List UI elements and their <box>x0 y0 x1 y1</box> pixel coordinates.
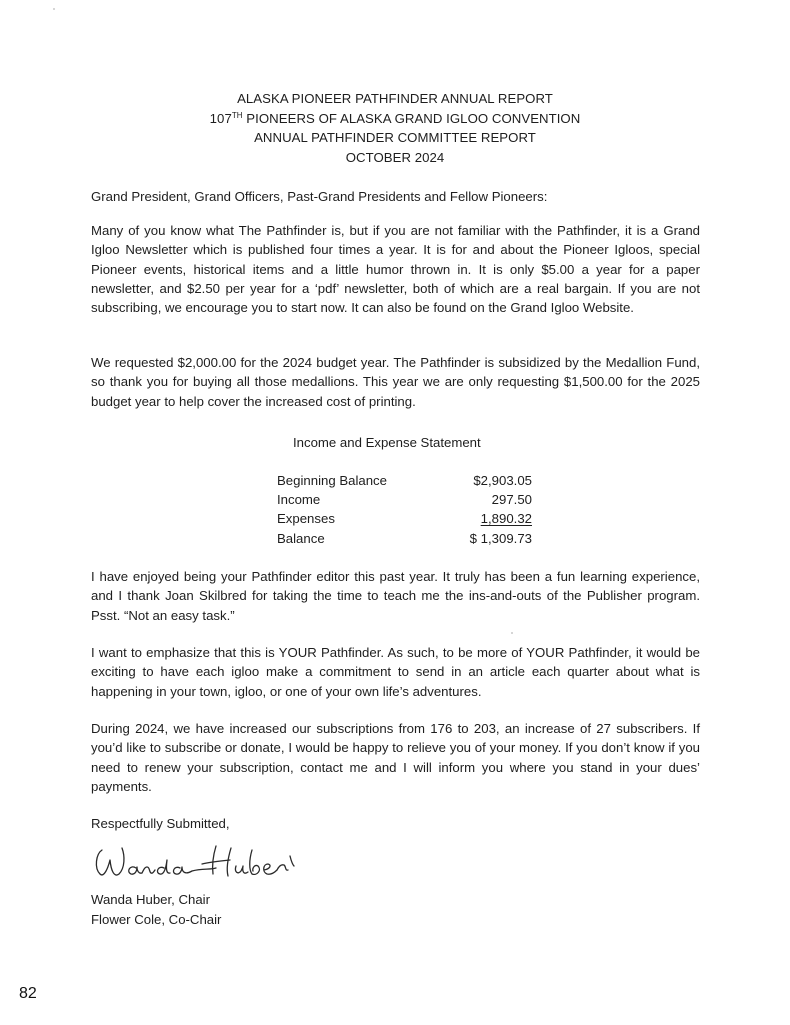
signers <box>91 890 221 929</box>
chair-name: Wanda Huber, Chair <box>91 892 210 907</box>
statement-label: Beginning Balance <box>277 473 387 488</box>
statement-row <box>277 471 532 490</box>
statement-label: Income <box>277 492 321 508</box>
salutation: Grand President, Grand Officers, Past-Grand Presidents and Fellow Pioneers: <box>91 189 548 204</box>
paragraph-budget: We requested $2,000.00 for the 2024 budget year. The Pathfinder is subsidized by the Medallion Fund, so thank you for buying all those medallions. This year we are only requesting $1,500.00 for the 2025 budget year to help cover the increased cost of printing. <box>91 355 700 409</box>
handwritten-signature <box>92 838 317 886</box>
income-expense-statement <box>277 471 532 548</box>
report-header <box>0 89 790 167</box>
header-line-3: ANNUAL PATHFINDER COMMITTEE REPORT <box>254 130 536 145</box>
paragraph-about: Many of you know what The Pathfinder is, but if you are not familiar with the Pathfinder, it is a Grand Igloo Newsletter which is published four times a year. It is for and about the Pioneer Igloos, special Pioneer events, historical items and a little humor thrown in. It is only $5.00 a year for a paper newsletter, and $2.50 per year for a ‘pdf’ newsletter, both of which are a real bargain. If you are not subscribing, we encourage you to start now. It can also be found on the Grand Igloo Website. <box>91 223 700 316</box>
header-line-1: ALASKA PIONEER PATHFINDER ANNUAL REPORT <box>237 91 553 106</box>
statement-label: Balance <box>277 530 325 546</box>
closing: Respectfully Submitted, <box>91 816 230 831</box>
statement-amount: $ 1,309.73 <box>469 530 532 546</box>
statement-title: Income and Expense Statement <box>293 435 481 450</box>
scan-speck <box>511 632 513 634</box>
statement-row <box>277 490 532 509</box>
paragraph-subscriptions: During 2024, we have increased our subscriptions from 176 to 203, an increase of 27 subscribers. If you’d like to subscribe or donate, I would be happy to relieve you of your money. If you don’t know if you need to renew your subscription, contact me and I will inform you where you stand in your dues’ payments. <box>91 721 700 794</box>
statement-label: Expenses <box>277 511 335 527</box>
statement-row <box>277 529 532 548</box>
statement-amount-underlined: 1,890.32 <box>480 511 532 527</box>
header-line-2: 107TH PIONEERS OF ALASKA GRAND IGLOO CONVENTION <box>209 110 581 126</box>
header-line-4: OCTOBER 2024 <box>345 149 445 165</box>
paragraph-your-pathfinder: I want to emphasize that this is YOUR Pathfinder. As such, to be more of YOUR Pathfinder, it would be exciting to have each igloo make a commitment to send in an article each quarter about what is happening in your town, igloo, or one of your own life’s adventures. <box>91 645 700 699</box>
statement-amount: 297.50 <box>491 492 532 508</box>
statement-row <box>277 509 532 528</box>
paragraph-editor: I have enjoyed being your Pathfinder editor this past year. It truly has been a fun learning experience, and I thank Joan Skilbred for taking the time to teach me the ins-and-outs of the Publisher program. Psst. “Not an easy task.” <box>91 569 700 623</box>
statement-amount: $2,903.05 <box>473 473 532 488</box>
page-number: 82 <box>19 985 37 1002</box>
co-chair-name: Flower Cole, Co-Chair <box>91 911 222 927</box>
scan-speck <box>53 8 55 10</box>
